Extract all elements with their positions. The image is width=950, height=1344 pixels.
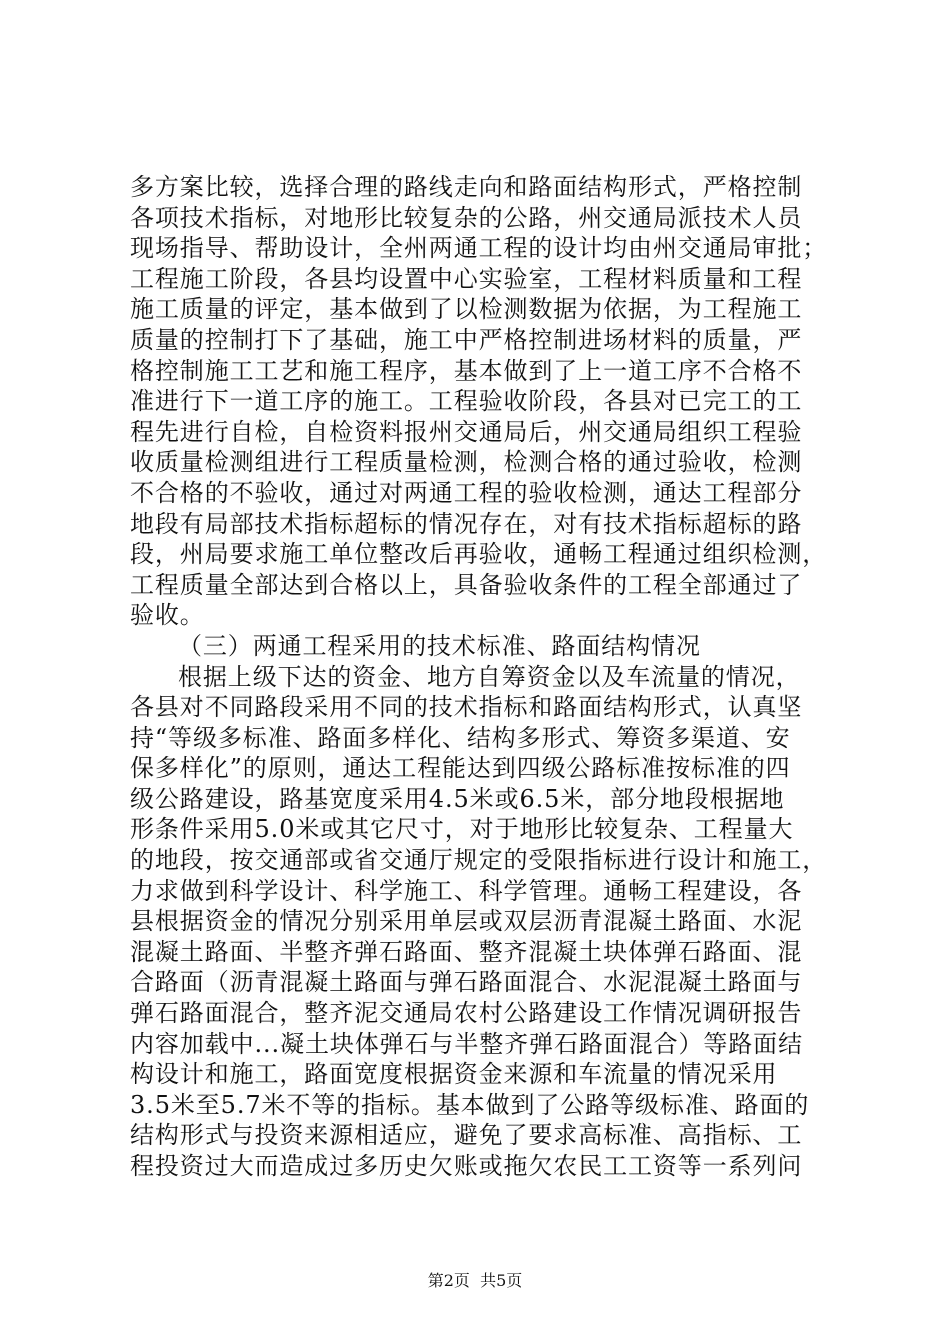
text-line: 级公路建设，路基宽度采用4.5米或6.5米，部分地段根据地 — [130, 784, 785, 813]
text-line: 3.5米至5.7米不等的指标。基本做到了公路等级标准、路面的 — [130, 1090, 810, 1119]
text-line: 施工质量的评定，基本做到了以检测数据为依据，为工程施工 — [130, 295, 803, 324]
text-line: 县根据资金的情况分别采用单层或双层沥青混凝土路面、水泥 — [130, 907, 803, 936]
text-line: 混凝土路面、半整齐弹石路面、整齐混凝土块体弹石路面、混 — [130, 937, 803, 966]
text-line: 段，州局要求施工单位整改后再验收，通畅工程通过组织检测， — [130, 540, 828, 569]
text-line: 地段有局部技术指标超标的情况存在，对有技术指标超标的路 — [130, 509, 803, 538]
text-line: 程先进行自检，自检资料报州交通局后，州交通局组织工程验 — [130, 417, 803, 446]
text-line: 工程施工阶段，各县均设置中心实验室，工程材料质量和工程 — [130, 264, 803, 293]
text-line: 内容加载中...凝土块体弹石与半整齐弹石路面混合）等路面结 — [130, 1029, 803, 1058]
text-line: 收质量检测组进行工程质量检测，检测合格的通过验收，检测 — [130, 448, 803, 477]
text-line: 构设计和施工，路面宽度根据资金来源和车流量的情况采用 — [130, 1060, 778, 1089]
text-line: 结构形式与投资来源相适应，避免了要求高标准、高指标、工 — [130, 1121, 803, 1150]
text-line: 力求做到科学设计、科学施工、科学管理。通畅工程建设，各 — [130, 876, 803, 905]
text-line: 各县对不同路段采用不同的技术指标和路面结构形式，认真坚 — [130, 693, 803, 722]
text-line: 根据上级下达的资金、地方自筹资金以及车流量的情况， — [178, 662, 801, 691]
text-line: 程投资过大而造成过多历史欠账或拖欠农民工工资等一系列问 — [130, 1152, 803, 1180]
text-line: 各项技术指标，对地形比较复杂的公路，州交通局派技术人员 — [130, 203, 803, 232]
text-line: 工程质量全部达到合格以上，具备验收条件的工程全部通过了 — [130, 570, 803, 599]
text-line: （三）两通工程采用的技术标准、路面结构情况 — [178, 631, 701, 660]
text-line: 形条件采用5.0米或其它尺寸，对于地形比较复杂、工程量大 — [130, 815, 794, 844]
text-line: 弹石路面混合，整齐泥交通局农村公路建设工作情况调研报告 — [130, 999, 803, 1028]
text-line: 现场指导、帮助设计，全州两通工程的设计均由州交通局审批； — [130, 234, 828, 263]
text-line: 质量的控制打下了基础，施工中严格控制进场材料的质量，严 — [130, 325, 803, 354]
document-body — [130, 172, 830, 1182]
text-line: 验收。 — [130, 601, 205, 630]
text-line: 准进行下一道工序的施工。工程验收阶段，各县对已完工的工 — [130, 387, 803, 416]
page-footer: 第2页 共5页 — [427, 1271, 523, 1290]
text-line: 多方案比较，选择合理的路线走向和路面结构形式，严格控制 — [130, 173, 803, 201]
text-line: 格控制施工工艺和施工程序，基本做到了上一道工序不合格不 — [130, 356, 803, 385]
text-line: 不合格的不验收，通过对两通工程的验收检测，通达工程部分 — [130, 478, 803, 507]
text-line: 合路面（沥青混凝土路面与弹石路面混合、水泥混凝土路面与 — [130, 968, 803, 997]
text-line: 持“等级多标准、路面多样化、结构多形式、筹资多渠道、安 — [130, 723, 791, 752]
text-line: 保多样化”的原则，通达工程能达到四级公路标准按标准的四 — [130, 754, 791, 783]
text-line: 的地段，按交通部或省交通厅规定的受限指标进行设计和施工， — [130, 846, 828, 875]
